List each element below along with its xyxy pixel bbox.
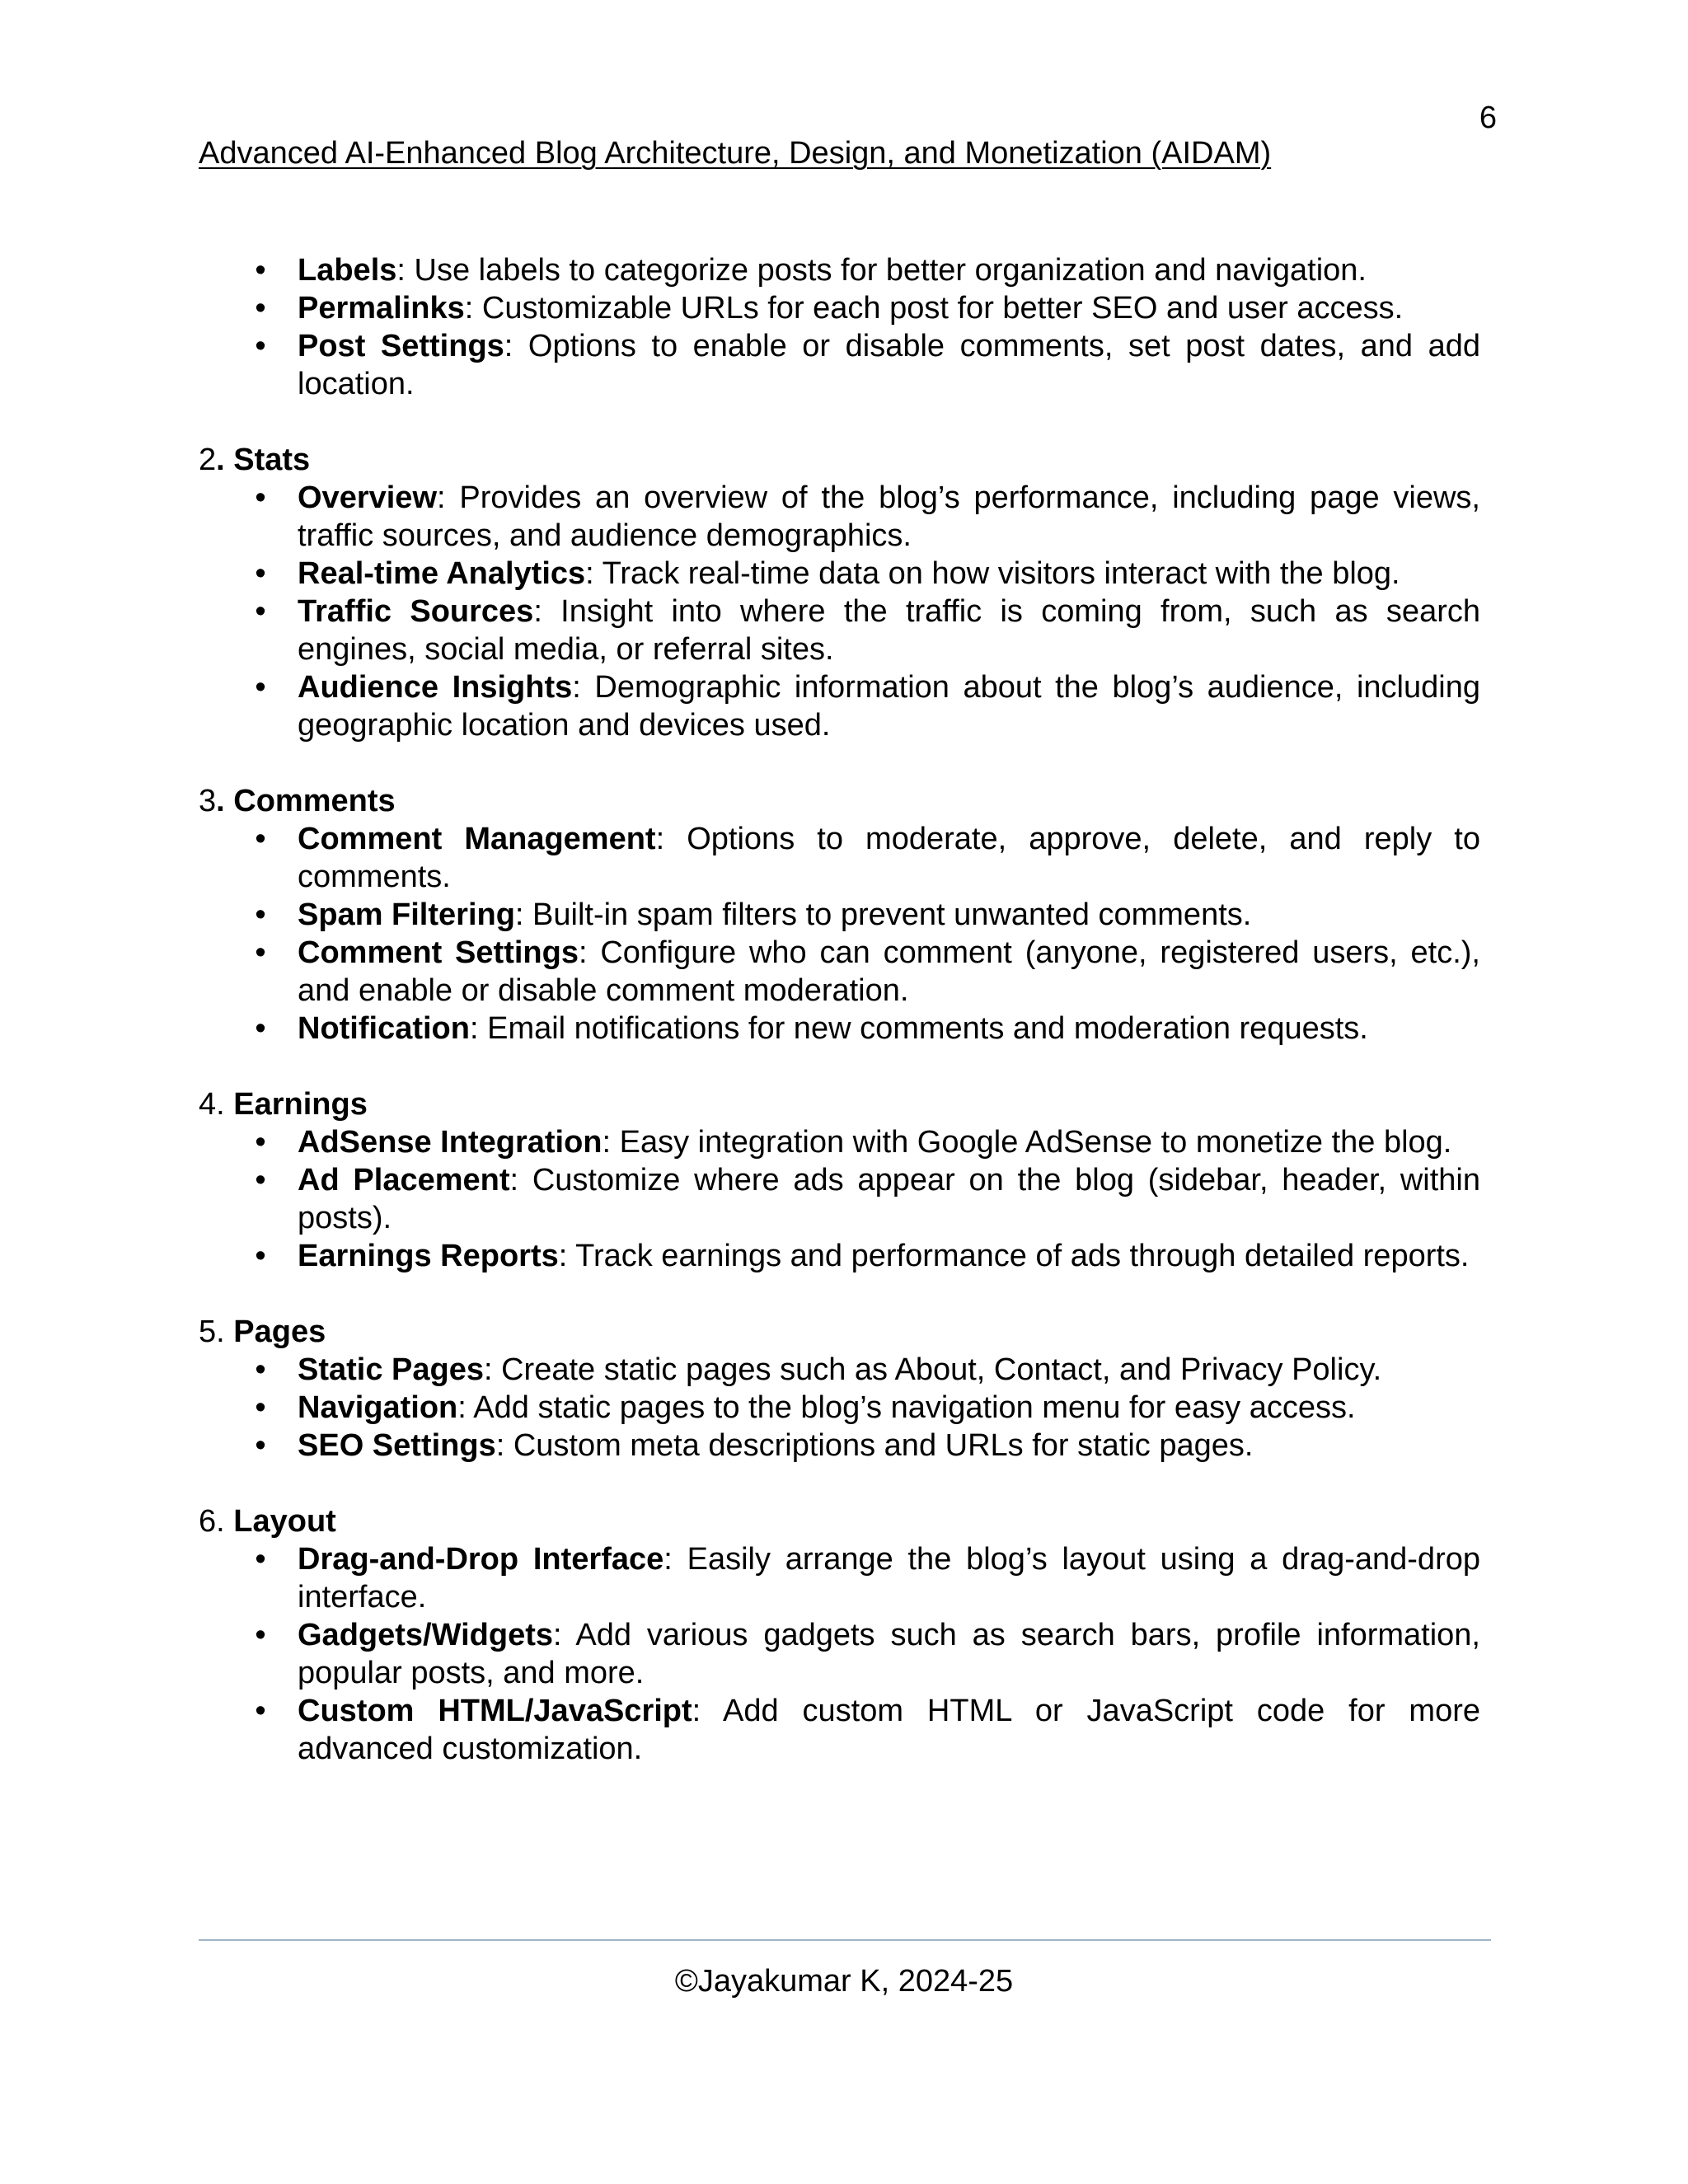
item-term: Labels	[298, 253, 397, 288]
item-term: Real-time Analytics	[298, 556, 586, 591]
list-item	[199, 327, 1480, 403]
list-item	[199, 1351, 1480, 1389]
section-list	[199, 1351, 1480, 1465]
section-separator: .	[216, 443, 234, 477]
item-term: Notification	[298, 1011, 470, 1046]
bullet-icon: •	[255, 480, 266, 515]
section-earnings	[199, 1085, 1480, 1275]
item-description: : Configure who can comment (anyone, registered users, etc.), and enable or disable comment moderation.	[298, 935, 1480, 1008]
item-term: SEO Settings	[298, 1428, 496, 1463]
item-description: : Options to moderate, approve, delete, and reply to comments.	[298, 822, 1480, 894]
item-term: Post Settings	[298, 329, 504, 363]
section-comments	[199, 782, 1480, 1047]
page-number: 6	[1479, 101, 1497, 135]
item-description: : Options to enable or disable comments, set post dates, and add location.	[298, 329, 1480, 401]
item-description: : Add static pages to the blog’s navigation menu for easy access.	[457, 1390, 1356, 1425]
section-separator: .	[216, 784, 234, 818]
section-title: Earnings	[233, 1087, 368, 1122]
section-stats	[199, 441, 1480, 744]
section-layout	[199, 1502, 1480, 1768]
list-item	[199, 1010, 1480, 1047]
list-item	[199, 1389, 1480, 1427]
list-item	[199, 555, 1480, 593]
item-description: : Add various gadgets such as search bars, profile information, popular posts, and more.	[298, 1618, 1480, 1690]
bullet-icon: •	[255, 822, 266, 856]
section-title: Layout	[233, 1504, 336, 1539]
item-term: Gadgets/Widgets	[298, 1618, 554, 1652]
list-item	[199, 479, 1480, 555]
section-title: Comments	[233, 784, 396, 818]
section-number: 6	[199, 1504, 217, 1539]
bullet-icon: •	[255, 1239, 266, 1273]
section-list	[199, 1540, 1480, 1768]
item-term: Earnings Reports	[298, 1239, 559, 1273]
list-item	[199, 1540, 1480, 1616]
bullet-icon: •	[255, 1352, 266, 1387]
section-heading	[199, 1313, 1480, 1351]
section-number: 4	[199, 1087, 217, 1122]
item-description: : Easily arrange the blog’s layout using a drag-and-drop interface.	[298, 1542, 1480, 1615]
bullet-icon: •	[255, 1390, 266, 1425]
list-item	[199, 593, 1480, 668]
bullet-icon: •	[255, 1163, 266, 1197]
list-item	[199, 251, 1480, 289]
item-description: : Custom meta descriptions and URLs for static pages.	[495, 1428, 1254, 1463]
sections-container	[199, 441, 1480, 1768]
section-heading	[199, 441, 1480, 479]
section-list	[199, 1123, 1480, 1275]
list-item	[199, 1427, 1480, 1465]
bullet-icon: •	[255, 329, 266, 363]
item-term: Audience Insights	[298, 670, 573, 705]
item-description: : Add custom HTML or JavaScript code for more advanced customization.	[298, 1694, 1480, 1766]
bullet-icon: •	[255, 935, 266, 970]
item-term: Spam Filtering	[298, 898, 515, 932]
item-term: Static Pages	[298, 1352, 484, 1387]
item-term: Comment Management	[298, 822, 656, 856]
section-list	[199, 479, 1480, 744]
item-description: : Create static pages such as About, Contact, and Privacy Policy.	[484, 1352, 1382, 1387]
bullet-icon: •	[255, 1125, 266, 1160]
list-item	[199, 820, 1480, 896]
item-description: : Track real-time data on how visitors interact with the blog.	[585, 556, 1400, 591]
item-description: : Insight into where the traffic is coming from, such as search engines, social media, or referral sites.	[298, 594, 1480, 667]
bullet-icon: •	[255, 670, 266, 705]
section-separator: .	[216, 1087, 234, 1122]
item-description: : Provides an overview of the blog’s performance, including page views, traffic sources, and audience demographics.	[298, 480, 1480, 553]
item-description: : Built-in spam filters to prevent unwanted comments.	[514, 898, 1252, 932]
copyright-footer: ©Jayakumar K, 2024-25	[674, 1964, 1014, 1999]
section-number: 3	[199, 784, 217, 818]
bullet-icon: •	[255, 1618, 266, 1652]
bullet-icon: •	[255, 291, 266, 326]
list-item	[199, 934, 1480, 1010]
item-term: Comment Settings	[298, 935, 579, 970]
list-item	[199, 1616, 1480, 1692]
bullet-icon: •	[255, 594, 266, 629]
item-description: : Customize where ads appear on the blog (sidebar, header, within posts).	[298, 1163, 1481, 1235]
item-term: Ad Placement	[298, 1163, 510, 1197]
bullet-icon: •	[255, 898, 266, 932]
list-item	[199, 1237, 1480, 1275]
item-term: Drag-and-Drop Interface	[298, 1542, 664, 1577]
item-description: : Demographic information about the blog’s audience, including geographic location and devices used.	[298, 670, 1480, 743]
list-item	[199, 668, 1480, 744]
item-term: Navigation	[298, 1390, 458, 1425]
page-content	[199, 251, 1480, 1768]
intro-list	[199, 251, 1480, 403]
item-description: : Easy integration with Google AdSense to monetize the blog.	[602, 1125, 1452, 1160]
bullet-icon: •	[255, 1011, 266, 1046]
bullet-icon: •	[255, 1542, 266, 1577]
bullet-icon: •	[255, 253, 266, 288]
item-description: : Track earnings and performance of ads through detailed reports.	[558, 1239, 1470, 1273]
footer-divider	[199, 1939, 1491, 1941]
section-number: 2	[199, 443, 217, 477]
list-item	[199, 289, 1480, 327]
document-title: Advanced AI-Enhanced Blog Architecture, Design, and Monetization (AIDAM)	[199, 136, 1272, 171]
section-heading	[199, 1085, 1480, 1123]
item-term: Custom HTML/JavaScript	[298, 1694, 692, 1728]
bullet-icon: •	[255, 1428, 266, 1463]
bullet-icon: •	[255, 556, 266, 591]
item-description: : Customizable URLs for each post for better SEO and user access.	[464, 291, 1404, 326]
list-item	[199, 1123, 1480, 1161]
bullet-icon: •	[255, 1694, 266, 1728]
section-separator: .	[216, 1504, 234, 1539]
section-heading	[199, 1502, 1480, 1540]
list-item	[199, 1692, 1480, 1768]
item-term: Overview	[298, 480, 437, 515]
item-term: Permalinks	[298, 291, 465, 326]
section-title: Stats	[233, 443, 311, 477]
item-description: : Use labels to categorize posts for better organization and navigation.	[396, 253, 1367, 288]
section-title: Pages	[233, 1315, 326, 1349]
item-term: Traffic Sources	[298, 594, 534, 629]
section-pages	[199, 1313, 1480, 1465]
item-term: AdSense Integration	[298, 1125, 603, 1160]
section-number: 5	[199, 1315, 217, 1349]
list-item	[199, 1161, 1480, 1237]
item-description: : Email notifications for new comments and moderation requests.	[469, 1011, 1368, 1046]
section-separator: .	[216, 1315, 234, 1349]
list-item	[199, 896, 1480, 934]
section-heading	[199, 782, 1480, 820]
section-list	[199, 820, 1480, 1047]
